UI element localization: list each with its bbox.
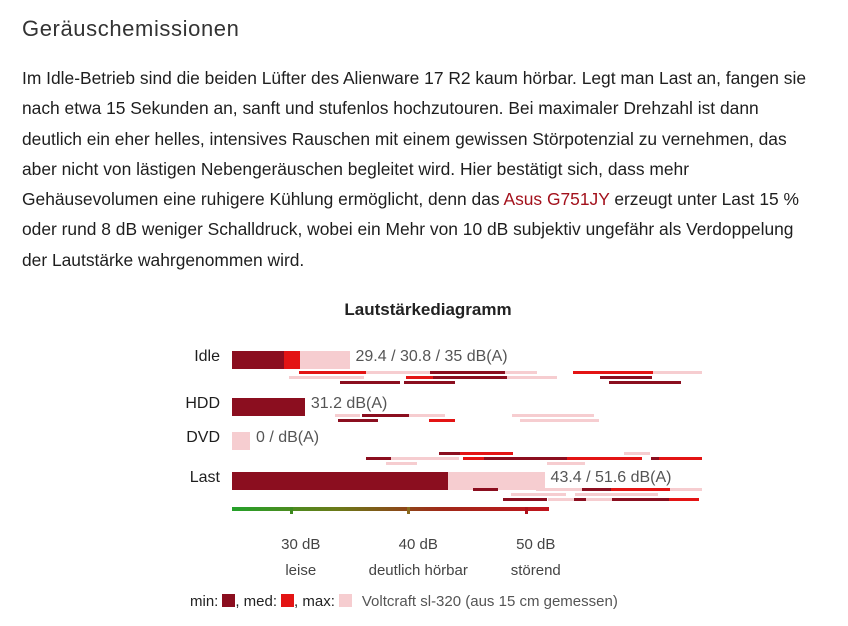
last-trace: [503, 498, 547, 501]
dvd-trace: [386, 462, 418, 465]
scale-tick: [290, 507, 293, 514]
dvd-trace: [460, 452, 513, 455]
last-trace: [612, 498, 669, 501]
dvd-trace: [439, 452, 461, 455]
hdd-trace: [429, 419, 455, 422]
chart-title: Lautstärkediagramm: [344, 300, 512, 319]
idle-trace: [430, 371, 498, 374]
idle-trace: [433, 376, 506, 379]
article-text-1: Im Idle-Betrieb sind die beiden Lüfter des Alienware 17 R2 kaum hörbar. Legt man Last an, fangen sie nach etwa 15 Sekunden an, sanft und stufenlos hochzutouren. Bei maximaler Drehzahl ist dann deutlich ein eher helles, intensives Rauschen mit einem gewissen Störpotenzial zu vernehmen, das aber nicht von lästigen Nebengeräuschen begleitet wird. Hier bestätigt sich, dass mehr Gehäusevolumen eine ruhigere Kühlung ermöglicht, denn das: [22, 68, 807, 210]
dvd-trace: [484, 457, 566, 460]
last-trace: [536, 488, 578, 491]
hdd-trace: [520, 419, 599, 422]
idle-trace: [340, 381, 399, 384]
idle-trace: [600, 376, 652, 379]
dvd-trace: [624, 452, 650, 455]
scale-tick: [407, 507, 410, 514]
article-paragraph: [22, 63, 822, 275]
category-label-hdd: HDD: [185, 395, 220, 412]
legend-max-label: , max:: [294, 593, 335, 610]
hdd-trace: [335, 414, 361, 417]
scale-level-label: deutlich hörbar: [368, 562, 468, 579]
hdd-trace: [338, 419, 378, 422]
category-label-idle: Idle: [194, 348, 220, 365]
scale-tick-label: 50 dB: [516, 536, 556, 553]
scale-tick-label: 30 dB: [281, 536, 321, 553]
legend-max-swatch: [339, 594, 352, 607]
legend-med-label: , med:: [235, 593, 278, 610]
idle-trace: [573, 371, 653, 374]
hdd-trace: [409, 414, 445, 417]
last-trace: [522, 493, 566, 496]
bar-dvd-zero: [232, 432, 250, 450]
hdd-trace: [512, 414, 595, 417]
scale-tick-label: 40 dB: [398, 536, 438, 553]
value-label-dvd: 0 / dB(A): [256, 429, 320, 446]
dvd-trace: [659, 457, 702, 460]
bar-idle-min: [232, 351, 284, 369]
bar-hdd-min: [232, 398, 305, 416]
idle-trace: [289, 376, 332, 379]
asus-g751jy-link[interactable]: Asus G751JY: [503, 189, 610, 210]
section-heading: Geräuschemissionen: [22, 16, 240, 41]
category-label-last: Last: [189, 469, 220, 486]
dvd-trace: [547, 462, 586, 465]
dvd-trace: [567, 457, 642, 460]
idle-trace: [609, 381, 681, 384]
last-trace: [548, 498, 574, 501]
value-label-last: 43.4 / 51.6 dB(A): [550, 469, 672, 486]
last-trace: [582, 488, 611, 491]
value-label-hdd: 31.2 dB(A): [310, 395, 388, 412]
bar-last-min: [232, 472, 448, 490]
last-trace: [608, 488, 669, 491]
last-trace: [578, 493, 607, 496]
dvd-trace: [391, 457, 458, 460]
article-text-2: erzeugt unter Last 15 % oder rund 8 dB weniger Schalldruck, wobei ein Mehr von 10 dB subjektiv ungefähr als Verdoppelung der Lautstärke wahrgenommen wird.: [22, 189, 799, 270]
legend-min-swatch: [222, 594, 235, 607]
loudness-scale-line: [232, 507, 549, 511]
scale-tick: [525, 507, 528, 514]
legend-source: Voltcraft sl-320 (aus 15 cm gemessen): [361, 593, 618, 610]
last-trace: [473, 488, 497, 491]
idle-trace: [404, 381, 455, 384]
category-label-dvd: DVD: [186, 429, 220, 446]
legend-med-swatch: [281, 594, 294, 607]
scale-level-label: störend: [510, 562, 561, 579]
chart-legend: [190, 593, 618, 610]
scale-level-label: leise: [285, 562, 317, 579]
legend-min-label: min:: [190, 593, 219, 610]
value-label-idle: 29.4 / 30.8 / 35 dB(A): [355, 348, 508, 365]
